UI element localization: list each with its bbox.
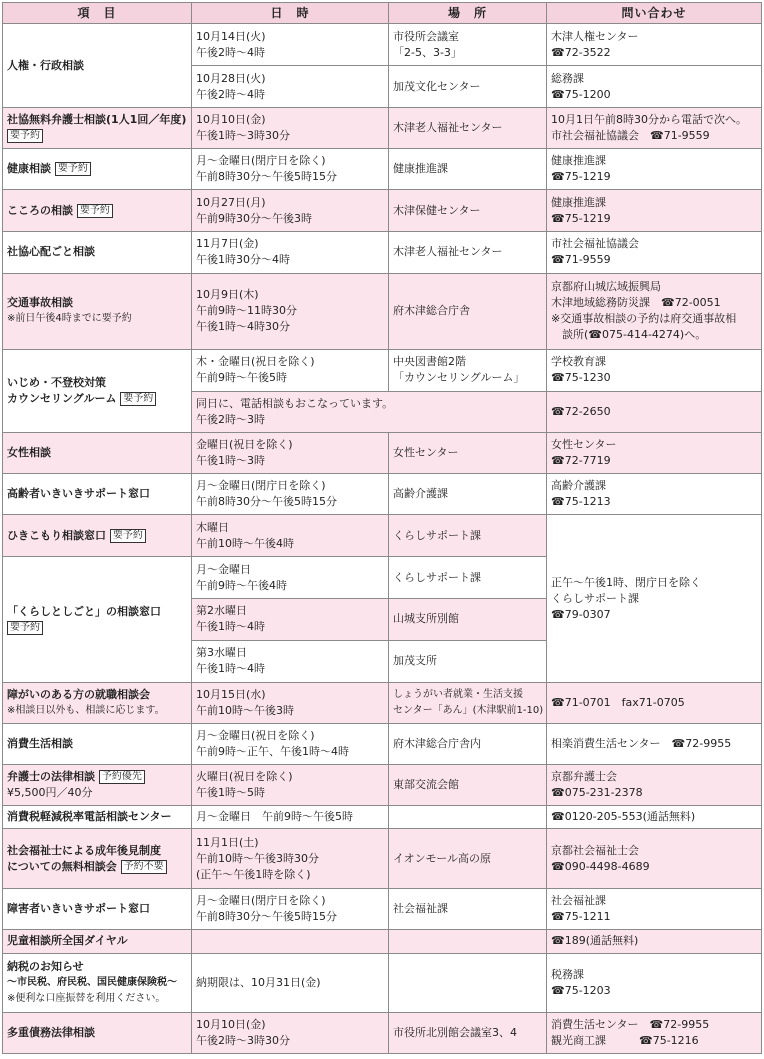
josei-date: 金曜日(祝日を除く) 午後1時～3時 [192, 433, 389, 474]
reservation-badge: 要予約 [77, 204, 113, 218]
shogai-place: しょうがい者就業・生活支援 センター「あん」(木津駅前1-10) [389, 682, 547, 723]
row-ijime-1 [3, 349, 762, 391]
consultation-schedule [2, 2, 761, 1054]
jinken-contact-2: 総務課 ☎75-1200 [547, 66, 762, 108]
bengoshi-place: 東部交流会館 [389, 765, 547, 806]
kotsu-note: ※前日午後4時までに要予約 [7, 313, 132, 325]
row-kotsu [3, 273, 762, 349]
kurashi-contact: 正午～午後1時、閉庁日を除く くらしサポート課 ☎79-0307 [547, 515, 762, 682]
shohi-contact: 相楽消費生活センター ☎72-9955 [547, 723, 762, 764]
shohizei-date: 月～金曜日 午前9時～午後5時 [192, 806, 389, 829]
hikikomori-place: くらしサポート課 [389, 515, 547, 557]
tajyu-place: 市役所北別館会議室3、4 [389, 1012, 547, 1053]
row-jinken-1 [3, 24, 762, 66]
shohi-place: 府木津総合庁舎内 [389, 723, 547, 764]
jinken-contact-1: 木津人権センター ☎72-3522 [547, 24, 762, 66]
header-place: 場 所 [389, 3, 547, 24]
shohi-date: 月～金曜日(祝日を除く) 午前9時～正午、午後1時～4時 [192, 723, 389, 764]
reservation-badge: 要予約 [7, 129, 43, 143]
kurashi-place-2: 山城支所別館 [389, 598, 547, 640]
reservation-badge: 要予約 [55, 162, 91, 176]
shogaisha-date: 月～金曜日(閉庁日を除く) 午前8時30分～午後5時15分 [192, 889, 389, 930]
seinen-category: 社会福祉士による成年後見制度 についての無料相談会 予約不要 [3, 829, 192, 889]
row-jido [3, 930, 762, 953]
row-kokoro [3, 190, 762, 231]
ijime-phone-contact: ☎72-2650 [547, 392, 762, 433]
hikikomori-category: ひきこもり相談窓口 要予約 [3, 515, 192, 557]
hikikomori-date: 木曜日 午前10時～午後4時 [192, 515, 389, 557]
kotsu-contact: 京都府山城広域振興局 木津地域総務防災課 ☎72-0051 ※交通事故相談の予約は府交通事故相 談所(☎075-414-4274)へ。 [547, 273, 762, 349]
shakyo-contact: 10月1日午前8時30分から電話で次へ。 市社会福祉協議会 ☎71-9559 [547, 108, 762, 149]
shohizei-place-empty [389, 806, 547, 829]
header-contact: 問い合わせ [547, 3, 762, 24]
nozei-place-empty [389, 953, 547, 1012]
jido-date-empty [192, 930, 389, 953]
schedule-table [2, 2, 762, 1054]
row-shogai [3, 682, 762, 723]
josei-category: 女性相談 [3, 433, 192, 474]
row-nozei [3, 953, 762, 1012]
shinpai-category: 社協心配ごと相談 [3, 231, 192, 273]
kenko-place: 健康推進課 [389, 149, 547, 190]
jinken-date-2: 10月28日(火) 午後2時～4時 [192, 66, 389, 108]
seinen-contact: 京都社会福祉士会 ☎090-4498-4689 [547, 829, 762, 889]
shohizei-category: 消費税軽減税率電話相談センター [3, 806, 192, 829]
bengoshi-fee: ¥5,500円／40分 [7, 786, 93, 800]
nozei-note: ※便利な口座振替を利用ください。 [7, 992, 166, 1004]
jinken-date-1: 10月14日(火) 午後2時～4時 [192, 24, 389, 66]
no-reservation-badge: 予約不要 [121, 860, 167, 874]
kenko-category: 健康相談 要予約 [3, 149, 192, 190]
shogaisha-contact: 社会福祉課 ☎75-1211 [547, 889, 762, 930]
row-shakyo [3, 108, 762, 149]
nozei-category: 納税のお知らせ ～市民税、府民税、国民健康保険税～ ※便利な口座振替を利用ください。 [3, 953, 192, 1012]
kurashi-category: 「くらしとしごと」の相談窓口 要予約 [3, 557, 192, 682]
shogai-note: ※相談日以外も、相談に応じます。 [7, 704, 165, 716]
reservation-badge: 要予約 [120, 392, 156, 406]
ijime-category: いじめ・不登校対策 カウンセリングルーム 要予約 [3, 349, 192, 432]
jinken-category: 人権・行政相談 [3, 24, 192, 108]
koreisha-date: 月～金曜日(閉庁日を除く) 午前8時30分～午後5時15分 [192, 474, 389, 515]
shogaisha-place: 社会福祉課 [389, 889, 547, 930]
row-bengoshi [3, 765, 762, 806]
ijime-date: 木・金曜日(祝日を除く) 午前9時～午後5時 [192, 349, 389, 391]
reservation-badge: 要予約 [7, 621, 43, 635]
jido-contact: ☎189(通話無料) [547, 930, 762, 953]
seinen-place: イオンモール高の原 [389, 829, 547, 889]
shakyo-place: 木津老人福祉センター [389, 108, 547, 149]
kurashi-place-1: くらしサポート課 [389, 557, 547, 598]
row-seinen [3, 829, 762, 889]
row-shinpai [3, 231, 762, 273]
shakyo-category: 社協無料弁護士相談(1人1回／年度) 要予約 [3, 108, 192, 149]
row-shohizei [3, 806, 762, 829]
kotsu-category: 交通事故相談 ※前日午後4時までに要予約 [3, 273, 192, 349]
josei-contact: 女性センター ☎72-7719 [547, 433, 762, 474]
shogaisha-category: 障害者いきいきサポート窓口 [3, 889, 192, 930]
header-row [3, 3, 762, 24]
kenko-date: 月～金曜日(閉庁日を除く) 午前8時30分～午後5時15分 [192, 149, 389, 190]
kotsu-date: 10月9日(木) 午前9時～11時30分 午後1時～4時30分 [192, 273, 389, 349]
tajyu-category: 多重債務法律相談 [3, 1012, 192, 1053]
koreisha-contact: 高齢介護課 ☎75-1213 [547, 474, 762, 515]
shinpai-place: 木津老人福祉センター [389, 231, 547, 273]
jinken-place-1: 市役所会議室 「2-5、3-3」 [389, 24, 547, 66]
tajyu-contact: 消費生活センター ☎72-9955 観光商工課 ☎75-1216 [547, 1012, 762, 1053]
bengoshi-contact: 京都弁護士会 ☎075-231-2378 [547, 765, 762, 806]
priority-badge: 予約優先 [99, 770, 145, 784]
kurashi-place-3: 加茂支所 [389, 640, 547, 682]
kokoro-category: こころの相談 要予約 [3, 190, 192, 231]
seinen-date: 11月1日(土) 午前10時～午後3時30分 (正午～午後1時を除く) [192, 829, 389, 889]
bengoshi-category: 弁護士の法律相談 予約優先 ¥5,500円／40分 [3, 765, 192, 806]
shakyo-date: 10月10日(金) 午後1時～3時30分 [192, 108, 389, 149]
josei-place: 女性センター [389, 433, 547, 474]
row-kenko [3, 149, 762, 190]
bengoshi-date: 火曜日(祝日を除く) 午後1時～5時 [192, 765, 389, 806]
ijime-place: 中央図書館2階 「カウンセリングルーム」 [389, 349, 547, 391]
row-koreisha [3, 474, 762, 515]
shogai-category: 障がいのある方の就職相談会 ※相談日以外も、相談に応じます。 [3, 682, 192, 723]
row-tajyu [3, 1012, 762, 1053]
shinpai-contact: 市社会福祉協議会 ☎71-9559 [547, 231, 762, 273]
tajyu-date: 10月10日(金) 午後2時～3時30分 [192, 1012, 389, 1053]
kurashi-date-1: 月～金曜日 午前9時～午後4時 [192, 557, 389, 598]
koreisha-place: 高齢介護課 [389, 474, 547, 515]
header-datetime: 日 時 [192, 3, 389, 24]
kokoro-contact: 健康推進課 ☎75-1219 [547, 190, 762, 231]
nozei-date: 納期限は、10月31日(金) [192, 953, 389, 1012]
ijime-phone-info: 同日に、電話相談もおこなっています。 午後2時～3時 [192, 392, 547, 433]
row-shogaisha [3, 889, 762, 930]
shohizei-contact: ☎0120-205-553(通話無料) [547, 806, 762, 829]
row-hikikomori [3, 515, 762, 557]
row-shohi [3, 723, 762, 764]
kotsu-place: 府木津総合庁舎 [389, 273, 547, 349]
shinpai-date: 11月7日(金) 午後1時30分～4時 [192, 231, 389, 273]
shogai-date: 10月15日(水) 午前10時～午後3時 [192, 682, 389, 723]
koreisha-category: 高齢者いきいきサポート窓口 [3, 474, 192, 515]
jido-place-empty [389, 930, 547, 953]
ijime-contact: 学校教育課 ☎75-1230 [547, 349, 762, 391]
header-category: 項 目 [3, 3, 192, 24]
shohi-category: 消費生活相談 [3, 723, 192, 764]
row-josei [3, 433, 762, 474]
kokoro-place: 木津保健センター [389, 190, 547, 231]
nozei-contact: 税務課 ☎75-1203 [547, 953, 762, 1012]
jido-category: 児童相談所全国ダイヤル [3, 930, 192, 953]
shogai-contact: ☎71-0701 fax71-0705 [547, 682, 762, 723]
kokoro-date: 10月27日(月) 午前9時30分～午後3時 [192, 190, 389, 231]
kenko-contact: 健康推進課 ☎75-1219 [547, 149, 762, 190]
kurashi-date-2: 第2水曜日 午後1時～4時 [192, 598, 389, 640]
reservation-badge: 要予約 [110, 529, 146, 543]
jinken-place-2: 加茂文化センター [389, 66, 547, 108]
kurashi-date-3: 第3水曜日 午後1時～4時 [192, 640, 389, 682]
